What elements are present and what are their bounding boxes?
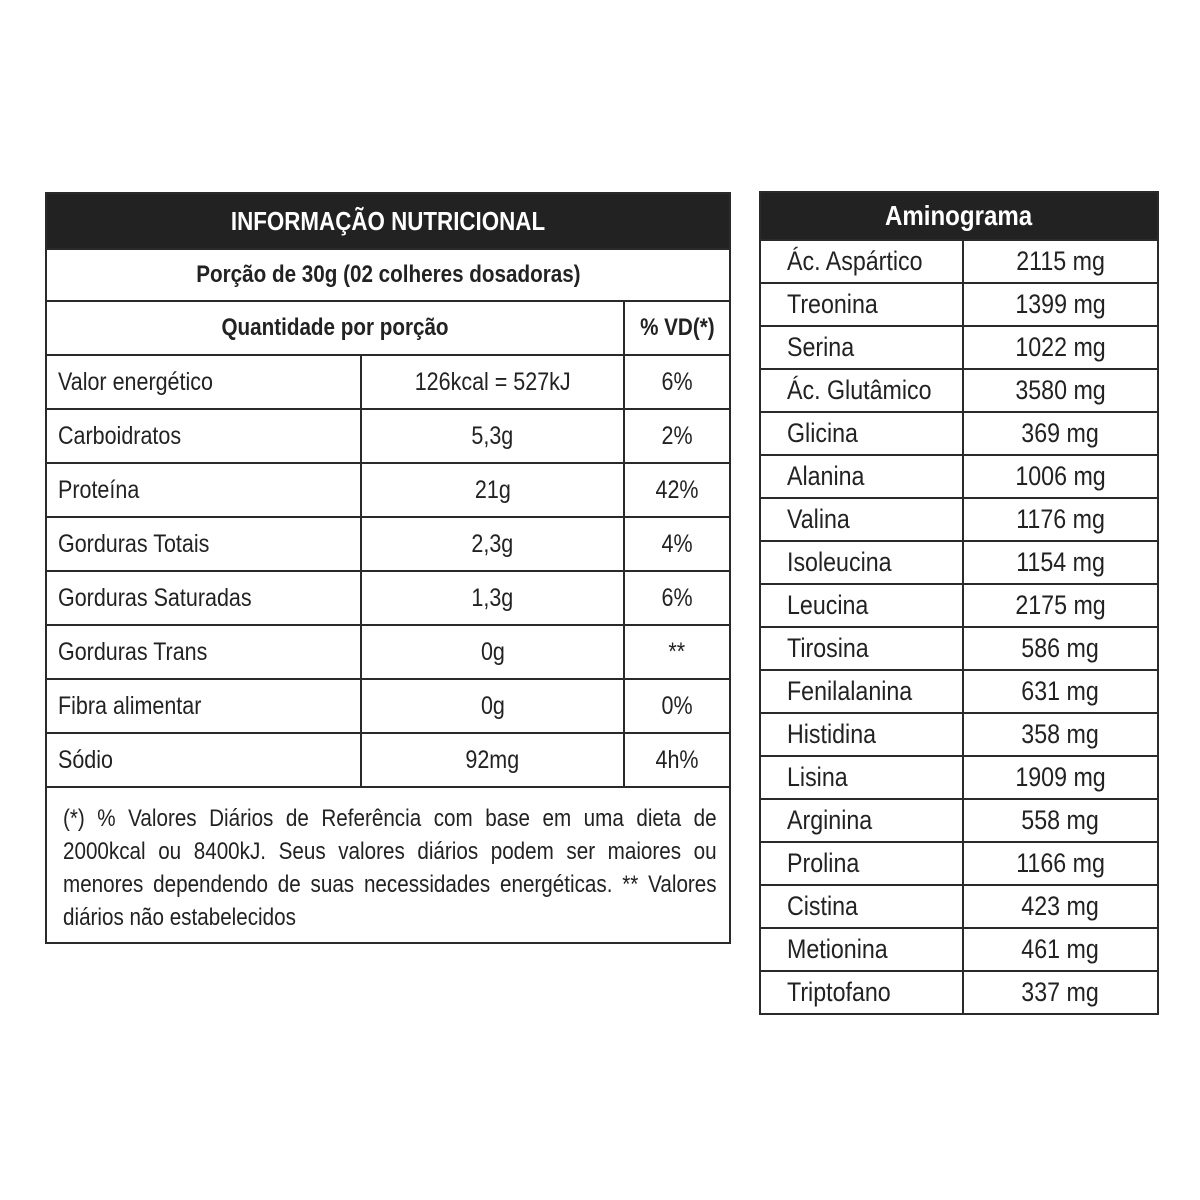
table-row [47,462,729,516]
portion-label: Porção de 30g (02 colheres dosadoras) [195,261,581,288]
amino-acid-value: 337 mg [1021,977,1100,1007]
nutrient-name: Valor energético [58,367,213,396]
nutrient-name-cell [47,734,362,786]
amino-acid-name: Histidina [787,719,877,749]
nutrient-name: Gorduras Saturadas [58,583,252,612]
table-row [761,755,1157,798]
amino-acid-name-cell [761,929,964,970]
amino-acid-value: 1909 mg [1015,762,1106,792]
table-row [761,626,1157,669]
nutrient-vd-cell [625,680,729,732]
amino-acid-value-cell [964,542,1157,583]
nutrient-name: Sódio [58,745,113,774]
nutrient-name-cell [47,572,362,624]
amino-acid-name: Tirosina [787,633,869,663]
nutrient-amount: 0g [480,637,505,666]
amino-acid-value-cell [964,370,1157,411]
table-row [761,669,1157,712]
table-row [761,841,1157,884]
nutrient-amount-cell [362,680,625,732]
amino-acid-value: 1399 mg [1015,289,1106,319]
table-row [761,454,1157,497]
table-row [47,516,729,570]
amino-acid-name-cell [761,585,964,626]
nutrition-title-bar [47,194,729,248]
vd-header-cell [625,302,729,354]
nutrient-vd-cell [625,734,729,786]
amino-acid-value: 1166 mg [1016,848,1105,878]
nutrient-amount: 92mg [465,745,520,774]
amino-acid-name-cell [761,327,964,368]
nutrient-vd: 6% [661,583,693,612]
table-row [761,583,1157,626]
nutrient-name-cell [47,680,362,732]
nutrient-amount-cell [362,572,625,624]
nutrient-amount-cell [362,356,625,408]
amino-acid-value: 369 mg [1021,418,1100,448]
table-row [761,411,1157,454]
amino-acid-name-cell [761,757,964,798]
nutrient-vd-cell [625,518,729,570]
amino-acid-value-cell [964,284,1157,325]
amino-acid-name-cell [761,886,964,927]
amino-acid-value: 1022 mg [1015,332,1106,362]
table-row [761,884,1157,927]
amino-acid-name: Cistina [787,891,858,921]
nutrient-name-cell [47,626,362,678]
nutrient-vd: 6% [661,367,693,396]
nutrient-name: Proteína [58,475,140,504]
table-row [761,239,1157,282]
nutrient-amount-cell [362,626,625,678]
amino-acid-name: Triptofano [787,977,891,1007]
amino-acid-name-cell [761,671,964,712]
amino-acid-name: Alanina [787,461,865,491]
amino-acid-value-cell [964,456,1157,497]
aminogram-title-bar [761,193,1157,239]
amino-acid-value: 3580 mg [1015,375,1106,405]
amino-acid-value-cell [964,499,1157,540]
amino-acid-value: 461 mg [1021,934,1100,964]
aminogram-table [759,191,1159,1015]
amino-acid-value-cell [964,972,1157,1013]
nutrient-amount-cell [362,410,625,462]
table-row [761,368,1157,411]
amino-acid-value-cell [964,714,1157,755]
amino-acid-value-cell [964,843,1157,884]
amino-acid-value: 586 mg [1021,633,1100,663]
amino-acid-name: Valina [787,504,850,534]
nutrient-name-cell [47,464,362,516]
amino-acid-name: Metionina [787,934,888,964]
quantity-header-label: Quantidade por porção [221,314,449,341]
amino-acid-value-cell [964,628,1157,669]
nutrient-vd-cell [625,626,729,678]
quantity-header-cell [47,302,625,354]
amino-acid-value-cell [964,413,1157,454]
amino-acid-value-cell [964,327,1157,368]
nutrient-name: Gorduras Trans [58,637,208,666]
nutrient-vd-cell [625,356,729,408]
amino-acid-name-cell [761,370,964,411]
table-row [761,540,1157,583]
amino-acid-name: Glicina [787,418,858,448]
nutrition-facts-table [45,192,731,944]
nutrient-vd: 42% [655,475,699,504]
table-row [47,354,729,408]
nutrient-name: Gorduras Totais [58,529,210,558]
amino-acid-name: Isoleucina [787,547,892,577]
portion-row [47,248,729,300]
amino-acid-name-cell [761,800,964,841]
nutrient-amount: 1,3g [471,583,514,612]
nutrition-footnote [47,786,729,942]
aminogram-title: Aminograma [885,200,1033,231]
amino-acid-name-cell [761,241,964,282]
amino-acid-value: 423 mg [1021,891,1100,921]
nutrient-amount: 21g [474,475,511,504]
amino-acid-name: Fenilalanina [787,676,913,706]
nutrient-amount-cell [362,734,625,786]
amino-acid-name-cell [761,714,964,755]
amino-acid-name: Ác. Glutâmico [787,375,932,405]
amino-acid-name-cell [761,499,964,540]
amino-acid-name: Arginina [787,805,873,835]
nutrient-vd: 4% [661,529,693,558]
nutrient-vd: ** [668,637,686,666]
table-row [761,927,1157,970]
amino-acid-name-cell [761,413,964,454]
nutrient-name: Fibra alimentar [58,691,202,720]
nutrient-vd-cell [625,410,729,462]
amino-acid-value: 2115 mg [1016,246,1105,276]
footnote-text: (*) % Valores Diários de Referência com base em uma dieta de 2000kcal ou 8400kJ. Seus valores diários podem ser maiores ou menores dependendo de suas necessidades energéticas. ** Valores diários não estabelecidos [63,805,717,931]
nutrient-name: Carboidratos [58,421,182,450]
amino-acid-name-cell [761,284,964,325]
nutrient-name-cell [47,410,362,462]
amino-acid-name-cell [761,456,964,497]
amino-acid-value: 631 mg [1021,676,1100,706]
nutrient-vd-cell [625,464,729,516]
table-row [47,570,729,624]
amino-acid-value: 1176 mg [1016,504,1105,534]
amino-acid-value: 2175 mg [1015,590,1106,620]
amino-acid-value-cell [964,671,1157,712]
amino-acid-value: 358 mg [1021,719,1100,749]
nutrition-header-row [47,300,729,354]
table-row [47,624,729,678]
nutrient-amount-cell [362,464,625,516]
nutrient-vd: 0% [661,691,693,720]
nutrient-vd: 4h% [655,745,699,774]
table-row [761,712,1157,755]
amino-acid-name: Treonina [787,289,878,319]
table-row [47,732,729,786]
amino-acid-name: Serina [787,332,855,362]
amino-acid-value-cell [964,241,1157,282]
nutrition-title: INFORMAÇÃO NUTRICIONAL [230,205,546,236]
amino-acid-value: 558 mg [1021,805,1100,835]
amino-acid-name-cell [761,972,964,1013]
amino-acid-name-cell [761,628,964,669]
amino-acid-value: 1154 mg [1016,547,1105,577]
nutrient-vd-cell [625,572,729,624]
nutrient-name-cell [47,356,362,408]
table-row [47,678,729,732]
nutrient-amount: 2,3g [471,529,514,558]
amino-acid-name: Ác. Aspártico [787,246,923,276]
amino-acid-value-cell [964,757,1157,798]
amino-acid-name: Prolina [787,848,860,878]
amino-acid-name: Leucina [787,590,869,620]
amino-acid-value-cell [964,929,1157,970]
amino-acid-value-cell [964,800,1157,841]
table-row [761,970,1157,1013]
nutrient-amount: 126kcal = 527kJ [414,367,571,396]
table-row [761,798,1157,841]
nutrient-amount: 0g [480,691,505,720]
amino-acid-name: Lisina [787,762,848,792]
amino-acid-name-cell [761,843,964,884]
amino-acid-value-cell [964,585,1157,626]
vd-header-label: % VD(*) [639,314,715,341]
amino-acid-value-cell [964,886,1157,927]
table-row [761,497,1157,540]
table-row [47,408,729,462]
nutrient-name-cell [47,518,362,570]
nutrient-amount: 5,3g [471,421,514,450]
table-row [761,325,1157,368]
nutrient-vd: 2% [661,421,693,450]
table-row [761,282,1157,325]
amino-acid-name-cell [761,542,964,583]
amino-acid-value: 1006 mg [1015,461,1106,491]
nutrient-amount-cell [362,518,625,570]
